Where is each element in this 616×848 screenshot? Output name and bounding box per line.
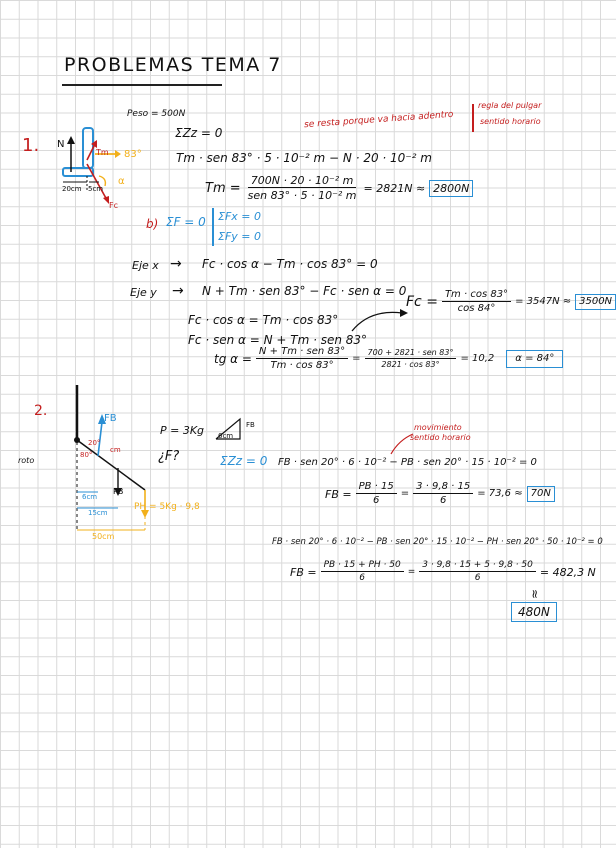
p1-fc-answer-box: 3500N	[575, 294, 616, 310]
p1-eje-y-eq: N + Tm · sen 83° − Fc · sen α = 0	[202, 284, 407, 298]
p2-fb2-denominator: 6	[359, 573, 366, 583]
p2-fb2-denominator-2: 6	[474, 573, 481, 583]
fig1-label-N: N	[57, 139, 65, 150]
p1-tm-lhs: Tm =	[205, 180, 241, 196]
p1-b-label: b)	[146, 217, 159, 231]
p1-fc-row	[406, 290, 616, 314]
p2-fb-answer-box: 70N	[527, 486, 555, 502]
p1-note-red: se resta porque va hacia adentro	[303, 109, 454, 131]
p1-fc-lhs: Fc =	[406, 294, 438, 310]
fig2-label-6cm: 6cm	[82, 493, 98, 501]
p1-fc-sen: Fc · sen α = N + Tm · sen 83°	[188, 333, 368, 347]
yellow-arrow-head	[115, 150, 121, 158]
fig2-label-15cm: 15cm	[88, 509, 108, 517]
p1-fc-result: = 3547N ≈	[515, 296, 572, 307]
fig2-label-a20: 20°	[88, 439, 101, 447]
p2-roto: roto	[18, 456, 35, 465]
problem-1-number: 1.	[22, 135, 40, 156]
p1-note-rule-1: regla del pulgar	[478, 101, 542, 110]
p1-tm-result: = 2821N ≈	[363, 181, 426, 195]
n-arrow-head	[67, 136, 75, 144]
p1-tm-denominator: sen 83° · 5 · 10⁻² m	[247, 189, 357, 202]
p1-b-fy: ΣFy = 0	[218, 230, 261, 243]
p1-fc-fraction	[442, 290, 511, 314]
p2-fb-fraction	[356, 482, 397, 506]
p1-alpha-answer-box: α = 84°	[506, 350, 563, 368]
p2-fb2-equals: =	[407, 566, 416, 577]
fig2-label-FB: FB	[104, 413, 117, 424]
p1-fc-numerator: Tm · cos 83°	[442, 290, 511, 302]
p2-note-1: movimiento	[414, 423, 462, 432]
p2-question: ¿F?	[158, 449, 180, 464]
p2-fb2-lhs: FB =	[290, 565, 317, 579]
p1-tg-numerator-2: 700 + 2821 · sen 83°	[365, 349, 457, 359]
p1-fc-cos: Fc · cos α = Tm · cos 83°	[188, 313, 339, 327]
bracket-horizontal	[63, 168, 93, 176]
p1-b-sum: ΣF = 0	[166, 215, 206, 229]
p2-eq1: FB · sen 20° · 6 · 10⁻² − PB · sen 20° · 15 · 10⁻² = 0	[278, 457, 537, 468]
p2-approx: ≈	[528, 588, 543, 600]
p1-tm-answer-box: 2800N	[429, 180, 473, 197]
p2-fb-equals: =	[400, 488, 410, 499]
p1-fc-denominator: cos 84°	[457, 303, 496, 314]
p2-fb2-numerator: PB · 15 + PH · 50	[321, 561, 404, 572]
p2-fb2-answer-box: 480N	[511, 602, 557, 622]
fig1-label-Tm: Tm	[96, 148, 109, 157]
p1-eje-y-arrow: →	[172, 283, 184, 299]
p1-eje-x-eq: Fc · cos α − Tm · cos 83° = 0	[202, 257, 378, 271]
p1-note-brace	[472, 104, 474, 132]
fig1-label-alpha: α	[118, 176, 125, 187]
p2-p: P = 3Kg	[160, 424, 205, 437]
p2-fb-lhs: FB =	[325, 487, 352, 501]
p1-eje-y-label: Eje y	[130, 286, 157, 299]
p1-tg-equals: =	[352, 353, 361, 364]
p2-fb-numerator-2: 3 · 9,8 · 15	[413, 482, 473, 494]
fig2-label-50cm: 50cm	[92, 532, 115, 541]
p1-eq1: Tm · sen 83° · 5 · 10⁻² m − N · 20 · 10⁻² m	[176, 151, 432, 165]
p2-fb2-fraction-2	[419, 561, 536, 583]
fig2-label-cm: cm	[110, 446, 121, 454]
fig2-label-PH: PH = 5Kg · 9,8	[134, 502, 200, 512]
p2-note-2: sentido horario	[410, 433, 471, 442]
p1-tg-lhs: tg α =	[214, 352, 252, 366]
p1-tm-numerator: 700N · 20 · 10⁻² m	[248, 175, 357, 188]
p2-fb-result: = 73,6 ≈	[477, 488, 523, 499]
fig1-label-5cm: 5cm	[88, 185, 104, 193]
p1-tg-denominator-2: 2821 · cos 83°	[381, 360, 440, 369]
page-title: PROBLEMAS TEMA 7	[64, 54, 282, 76]
p1-tg-fraction-2	[365, 349, 457, 369]
p1-sum-torque: ΣZz = 0	[175, 126, 223, 140]
fig1-label-20cm: 20cm	[62, 185, 82, 193]
p1-eje-x-label: Eje x	[132, 259, 159, 272]
p2-fb2-row	[290, 561, 596, 583]
p1-b-brace	[212, 208, 214, 246]
p1-tg-numerator: N + Tm · sen 83°	[256, 347, 348, 359]
p1-tg-denominator: Tm · cos 83°	[270, 360, 334, 371]
p1-b-fx: ΣFx = 0	[218, 210, 261, 223]
p1-eje-x-arrow: →	[170, 256, 182, 272]
p1-curved-arrow	[350, 305, 410, 335]
p2-eq2: FB · sen 20° · 6 · 10⁻² − PB · sen 20° · 15 · 10⁻² − PH · sen 20° · 50 · 10⁻² = 0	[272, 537, 603, 547]
p2-sum-torque: ΣZz = 0	[220, 454, 268, 468]
p2-fb2-result: = 482,3 N	[539, 565, 596, 579]
p2-fb-row	[325, 482, 555, 506]
bracket-vertical	[83, 128, 93, 168]
p2-fb-denominator-2: 6	[439, 495, 447, 506]
fig1-label-angle: 83°	[124, 149, 142, 160]
fig2-label-a80: 80°	[80, 451, 93, 459]
p1-peso: Peso = 500N	[127, 109, 186, 119]
p2-fb-denominator: 6	[372, 495, 380, 506]
title-underline	[62, 84, 222, 86]
p2-triangle-6cm: 6cm	[218, 432, 234, 440]
p2-fb2-fraction	[321, 561, 404, 583]
p1-tm-row	[205, 175, 473, 201]
p2-fb-fraction-2	[413, 482, 473, 506]
fig2-label-PB: PB	[113, 487, 124, 496]
p2-triangle	[212, 415, 252, 445]
fig1-label-Fc: Fc	[109, 201, 118, 210]
p1-tg-result: = 10,2	[460, 353, 495, 364]
p2-fb-numerator: PB · 15	[356, 482, 397, 494]
problem-2-figure	[60, 380, 170, 540]
p1-tm-fraction	[245, 175, 360, 201]
problem-1-figure	[55, 120, 145, 210]
p1-note-rule-2: sentido horario	[480, 117, 541, 126]
problem-2-number: 2.	[34, 403, 48, 419]
p2-fb2-numerator-2: 3 · 9,8 · 15 + 5 · 9,8 · 50	[419, 561, 536, 572]
p1-tg-fraction	[256, 347, 348, 371]
p1-tg-row	[214, 347, 563, 371]
p2-triangle-FB: FB	[246, 421, 255, 429]
